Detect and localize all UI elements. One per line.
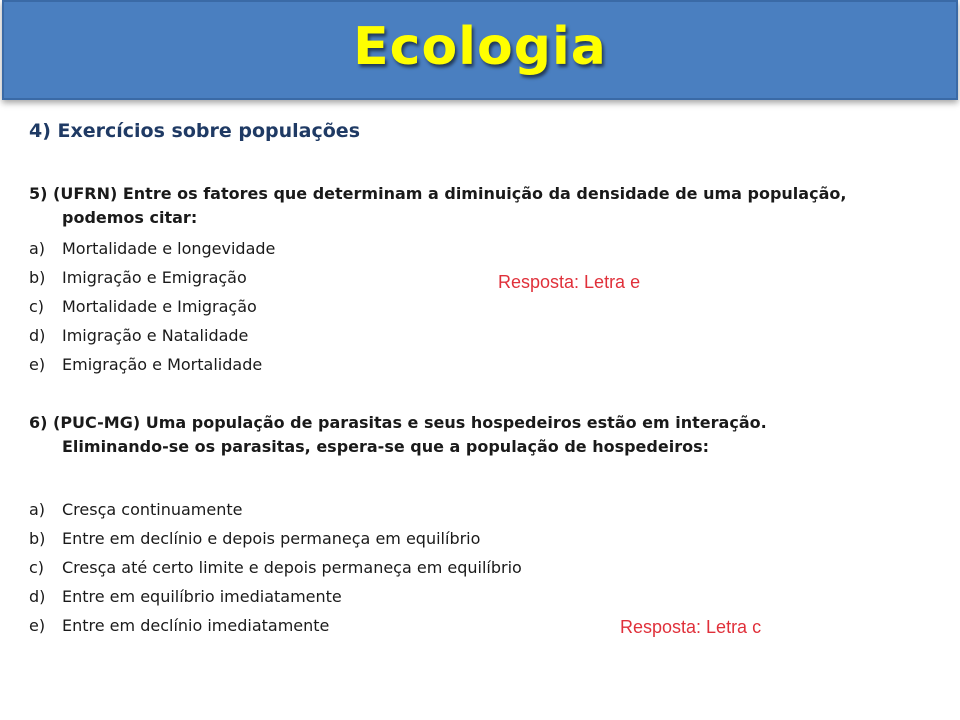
option-text: Mortalidade e Imigração: [62, 297, 257, 316]
option-letter: c): [29, 558, 45, 577]
option-text: Imigração e Natalidade: [62, 326, 249, 345]
question-6-line-1: 6) (PUC-MG) Uma população de parasitas e seus hospedeiros estão em interação.: [29, 413, 767, 432]
option-letter: a): [29, 500, 46, 519]
title-banner: [2, 0, 958, 100]
option-text: Entre em declínio imediatamente: [62, 616, 330, 635]
option-item: [29, 495, 522, 524]
option-text: Mortalidade e longevidade: [62, 239, 276, 258]
question-6-options: [29, 495, 522, 640]
option-item: [29, 524, 522, 553]
question-5-line-1: 5) (UFRN) Entre os fatores que determinam a diminuição da densidade de uma população,: [29, 184, 847, 203]
option-item: [29, 553, 522, 582]
option-letter: e): [29, 616, 46, 635]
question-5: [29, 182, 949, 230]
option-item: [29, 321, 275, 350]
section-title: 4) Exercícios sobre populações: [29, 120, 360, 142]
option-letter: a): [29, 239, 46, 258]
answer-question-5: Resposta: Letra e: [498, 272, 641, 292]
option-item: [29, 234, 275, 263]
question-6: [29, 411, 949, 459]
option-letter: d): [29, 587, 46, 606]
option-item: [29, 263, 275, 292]
option-letter: b): [29, 529, 46, 548]
option-text: Cresça até certo limite e depois permaneça em equilíbrio: [62, 558, 522, 577]
option-letter: c): [29, 297, 45, 316]
slide-title: Ecologia: [353, 17, 607, 77]
question-5-line-2: podemos citar:: [62, 208, 198, 227]
option-text: Entre em equilíbrio imediatamente: [62, 587, 342, 606]
option-text: Cresça continuamente: [62, 500, 243, 519]
question-6-line-2: Eliminando-se os parasitas, espera-se que a população de hospedeiros:: [62, 437, 709, 456]
option-item: [29, 350, 275, 379]
option-item: [29, 582, 522, 611]
option-text: Imigração e Emigração: [62, 268, 247, 287]
answer-question-6: Resposta: Letra c: [620, 617, 762, 637]
question-5-options: [29, 234, 275, 379]
option-item: [29, 611, 522, 640]
option-item: [29, 292, 275, 321]
option-text: Entre em declínio e depois permaneça em equilíbrio: [62, 529, 481, 548]
option-letter: e): [29, 355, 46, 374]
option-text: Emigração e Mortalidade: [62, 355, 263, 374]
option-letter: d): [29, 326, 46, 345]
option-letter: b): [29, 268, 46, 287]
